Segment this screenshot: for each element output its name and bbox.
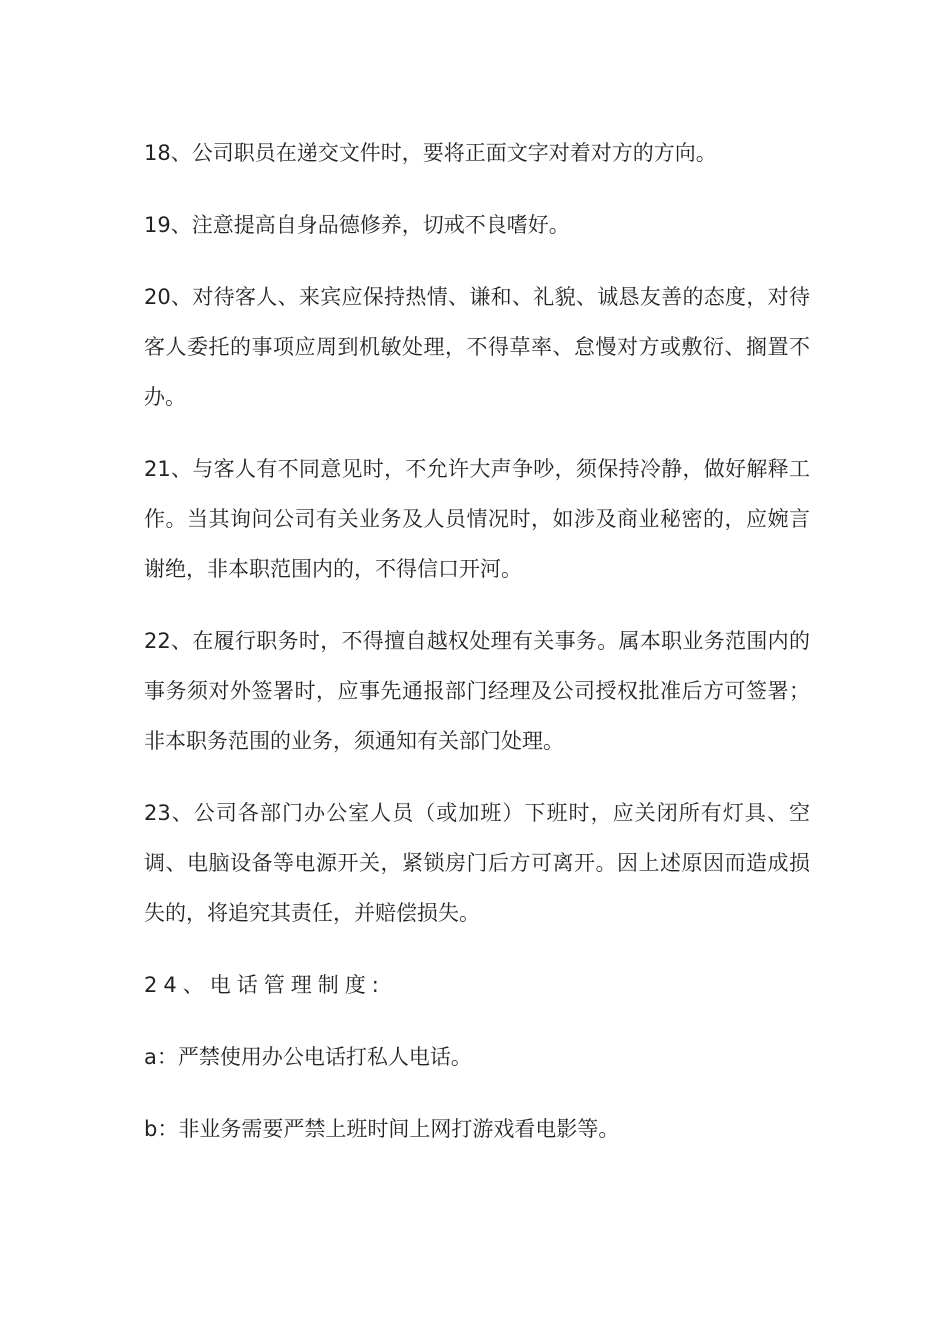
paragraph-19: 19、注意提高自身品德修养，切戒不良嗜好。 bbox=[144, 213, 570, 237]
paragraph-18: 18、公司职员在递交文件时，要将正面文字对着对方的方向。 bbox=[144, 141, 717, 165]
document-body bbox=[144, 128, 810, 1176]
paragraph-22: 22、在履行职务时，不得擅自越权处理有关事务。属本职业务范围内的事务须对外签署时，应事先通报部门经理及公司授权批准后方可签署；非本职务范围的业务，须通知有关部门处理。 bbox=[144, 629, 810, 753]
paragraph-23: 23、公司各部门办公室人员（或加班）下班时，应关闭所有灯具、空调、电脑设备等电源开关，紧锁房门后方可离开。因上述原因而造成损失的，将追究其责任，并赔偿损失。 bbox=[144, 801, 810, 925]
list-item-a: a：严禁使用办公电话打私人电话。 bbox=[144, 1045, 472, 1069]
paragraph-20: 20、对待客人、来宾应保持热情、谦和、礼貌、诚恳友善的态度，对待客人委托的事项应周到机敏处理，不得草率、怠慢对方或敷衍、搁置不办。 bbox=[144, 285, 810, 409]
paragraph-21: 21、与客人有不同意见时，不允许大声争吵，须保持冷静，做好解释工作。当其询问公司有关业务及人员情况时，如涉及商业秘密的，应婉言谢绝，非本职范围内的，不得信口开河。 bbox=[144, 457, 810, 581]
paragraph-24-heading: 24、电话管理制度: bbox=[144, 973, 385, 997]
list-item-b: b：非业务需要严禁上班时间上网打游戏看电影等。 bbox=[144, 1117, 620, 1141]
